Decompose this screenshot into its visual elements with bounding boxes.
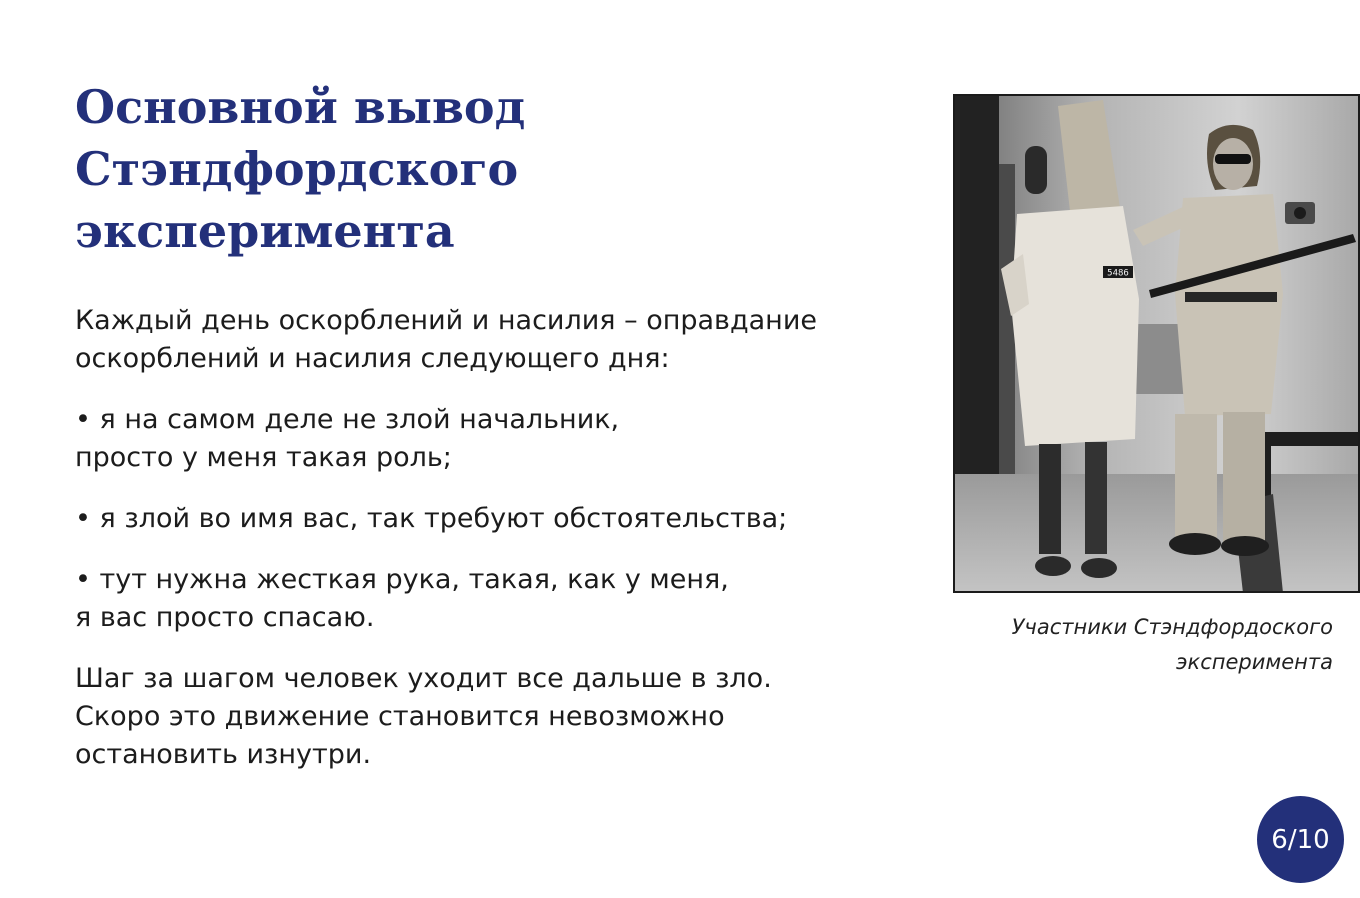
guard-belt: [1185, 292, 1277, 302]
experiment-photo-illustration: [953, 94, 1360, 593]
prisoner-smock: [1011, 206, 1139, 446]
conclusion-paragraph: [75, 660, 905, 774]
title-line-2: Стэндфордского: [75, 142, 519, 196]
photo-caption: [955, 610, 1333, 680]
title-line-1: Основной вывод: [75, 80, 526, 134]
guard-leg-right: [1223, 412, 1265, 544]
guard-leg-left: [1175, 414, 1217, 544]
bullet-item-1: [75, 401, 905, 477]
conclusion-line-3: остановить изнутри.: [75, 739, 372, 770]
experiment-photo: [953, 94, 1360, 593]
bullet-2-line-1: • я злой во имя вас, так требуют обстоятельства;: [75, 503, 788, 534]
page-number-badge: 6/10: [1257, 796, 1344, 883]
table-top: [1258, 432, 1360, 446]
prisoner-leg-left: [1039, 444, 1061, 554]
intro-paragraph: [75, 302, 905, 378]
slide-title: [75, 76, 695, 262]
guard-khaki-uniform: [1175, 194, 1283, 416]
bullet-3-line-2: я вас просто спасаю.: [75, 602, 375, 633]
bullet-item-2: [75, 500, 905, 538]
caption-line-1: Участники Стэндфордоского: [1011, 615, 1333, 639]
bullet-item-3: [75, 561, 905, 637]
title-line-3: эксперимента: [75, 204, 455, 258]
bullet-3-line-1: • тут нужна жесткая рука, такая, как у меня,: [75, 564, 729, 595]
conclusion-line-1: Шаг за шагом человек уходит все дальше в зло.: [75, 663, 772, 694]
sunglasses-icon: [1215, 154, 1251, 164]
bullet-1-line-2: просто у меня такая роль;: [75, 442, 452, 473]
bullet-1-line-1: • я на самом деле не злой начальник,: [75, 404, 620, 435]
prisoner-leg-right: [1085, 442, 1107, 554]
conclusion-line-2: Скоро это движение становится невозможно: [75, 701, 725, 732]
caption-line-2: эксперимента: [1176, 650, 1333, 674]
intro-line-1: Каждый день оскорблений и насилия – оправдание: [75, 305, 817, 336]
floor: [953, 474, 1360, 593]
prisoner-number: 5486: [1107, 268, 1129, 279]
slide-body: [75, 302, 905, 774]
intro-line-2: оскорблений и насилия следующего дня:: [75, 343, 670, 374]
